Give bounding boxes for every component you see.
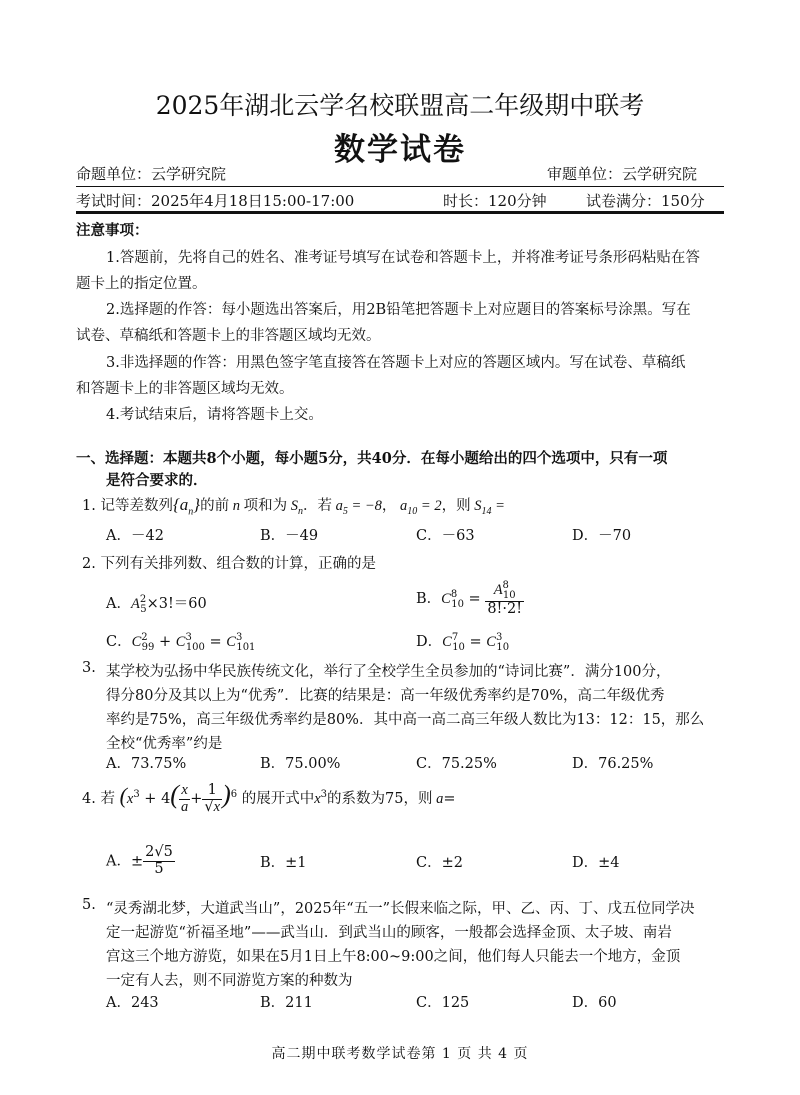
question-3-line: 某学校为弘扬中华民族传统文化，举行了全校学生全员参加的“诗词比赛”．满分100分，: [106, 664, 671, 680]
exam-title: 2025年湖北云学名校联盟高二年级期中联考: [155, 91, 645, 120]
q2-option-d: D．$C^7_{10} = C^3_{10}$: [416, 632, 510, 653]
q3-option-b: B．75.00%: [260, 756, 341, 772]
section-heading: 一、选择题：本题共8个小题，每小题5分，共40分．在每小题给出的四个选项中，只有一项: [76, 450, 668, 467]
question-5-line: 一定有人去，则不同游览方案的种数为: [106, 973, 353, 989]
question-3-line: 率约是75%，高三年级优秀率约是80%．其中高一高二高三年级人数比为13：12：15，那么: [106, 712, 705, 728]
question-3-line: 得分80分及其以上为“优秀”．比赛的结果是：高一年级优秀率约是70%，高二年级优秀: [106, 688, 665, 704]
notice-line: 4.考试结束后，请将答题卡上交。: [106, 407, 323, 423]
setter-unit: 命题单位：云学研究院: [76, 165, 227, 183]
notice-line: 1.答题前，先将自己的姓名、准考证号填写在试卷和答题卡上，并将准考证号条形码粘贴在答: [106, 250, 700, 266]
question-4-stem: 4. 若 ($x^3 + 4$( $\frac{x}{a}$ + $\frac{1}{√x}$ )$^6$ 的展开式中$x^3$的系数为75，则 a=: [82, 780, 456, 815]
question-5-line: 宫这三个地方游览，如果在5月1日上午8:00~9:00之间，他们每人只能去一个地方，金顶: [106, 949, 681, 965]
q2-option-b: B．$C^8_{10}$ = $\frac{A^8_{10}}{8!\cdot 2!}$: [416, 580, 523, 617]
q5-option-b: B．211: [260, 995, 313, 1011]
notice-line: 3.非选择题的作答：用黑色签字笔直接答在答题卡上对应的答题区域内。写在试卷、草稿纸: [106, 355, 686, 371]
question-5-line: “灵秀湖北梦，大道武当山”，2025年“五一”长假来临之际，甲、乙、丙、丁、戊五位同学决: [106, 901, 695, 917]
notice-line: 题卡上的指定位置。: [76, 276, 207, 292]
q4-option-d: D．±4: [572, 855, 620, 871]
notice-line: 试卷、草稿纸和答题卡上的非答题区域均无效。: [76, 328, 381, 344]
exam-time: 考试时间：2025年4月18日15:00-17:00: [76, 192, 355, 210]
notice-heading: 注意事项：: [76, 222, 149, 239]
q2-option-c: C．$C^2_{99} + C^3_{100} = C^3_{101}$: [106, 632, 256, 653]
q1-option-b: B．－49: [260, 528, 319, 544]
q5-option-a: A．243: [106, 995, 159, 1011]
q4-option-a: A．± $\frac{2√5}{5}$: [106, 844, 173, 877]
question-1-stem: 1. 记等差数列$\{a_n\}$的前 n 项和为 $S_n$．若 $a_5 = -8$， $a_{10} = 2$，则 $S_{14}$ =: [82, 495, 505, 518]
q3-option-d: D．76.25%: [572, 756, 654, 772]
q3-option-c: C．75.25%: [416, 756, 497, 772]
q3-option-a: A．73.75%: [106, 756, 187, 772]
q1-option-c: C．－63: [416, 528, 475, 544]
section-heading-cont: 是符合要求的．: [106, 472, 208, 489]
question-5-line: 定一起游览“祈福圣地”——武当山．到武当山的顾客，一般都会选择金顶、太子坡、南岩: [106, 925, 672, 941]
page-footer: 高二期中联考数学试卷第 1 页 共 4 页: [271, 1046, 529, 1062]
q4-option-b: B．±1: [260, 855, 307, 871]
notice-line: 和答题卡上的非答题区域均无效。: [76, 381, 294, 397]
reviewer-unit: 审题单位：云学研究院: [547, 165, 698, 183]
subject-title: 数学试卷: [334, 132, 466, 168]
q5-option-c: C．125: [416, 995, 470, 1011]
q5-option-d: D．60: [572, 995, 617, 1011]
q1-option-d: D．－70: [572, 528, 632, 544]
header-rule-bottom: [76, 211, 724, 214]
question-2-stem: 2. 下列有关排列数、组合数的计算，正确的是: [82, 556, 376, 572]
q1-option-a: A．－42: [106, 528, 164, 544]
question-5-num: 5.: [82, 897, 96, 913]
question-3-line: 全校“优秀率”约是: [106, 736, 223, 752]
q4-option-c: C．±2: [416, 855, 463, 871]
notice-line: 2.选择题的作答：每小题选出答案后，用2B铅笔把答题卡上对应题目的答案标号涂黑。写在: [106, 302, 691, 318]
full-score: 试卷满分：150分: [586, 192, 705, 210]
q2-option-a: A．$A^2_5\times 3!=60$: [106, 594, 207, 615]
exam-duration: 时长：120分钟: [443, 192, 547, 210]
question-3-num: 3.: [82, 660, 96, 676]
header-rule-top: [76, 186, 724, 187]
